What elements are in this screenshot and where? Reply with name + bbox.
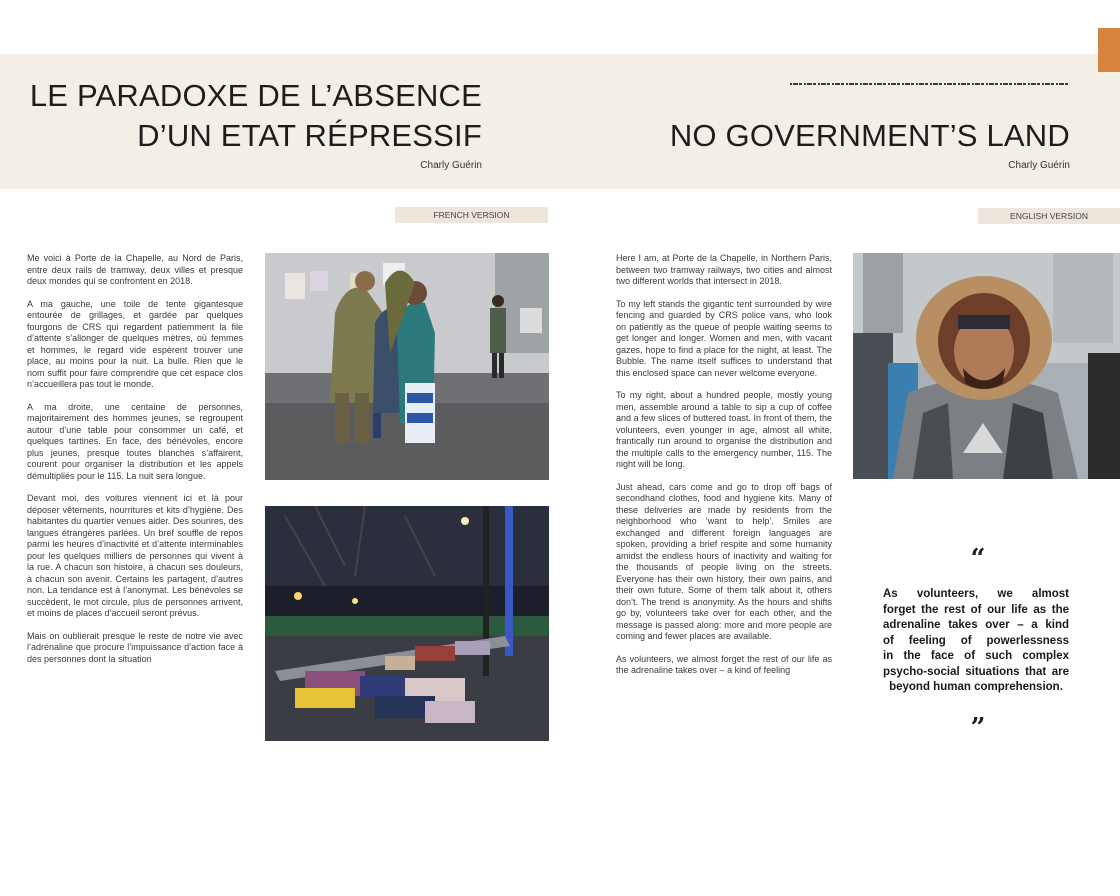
photo-street-people xyxy=(265,253,549,480)
english-paragraph: To my left stands the gigantic tent surrounded by wire fencing and guarded by CRS police vans, who look on patiently as the queue of people waiting seems to get longer and longer. Women and men, with vacant gazes, hope to find a place for the night, at least. The Bubble. The name itself suffices to understand that this enclosed space can never welcome everyone. xyxy=(616,298,832,378)
english-paragraph: Just ahead, cars come and go to drop off bags of secondhand clothes, food and hygiene kits. Many of these deliveries are made by residents from the neighborhood who ‘want to help’. Smiles are exchanged and different foreign languages are spoken, providing a brief respite and some humanity amidst the endless hours of inactivity and waiting for the thousands of people living on the streets. Everyone has their own history, their own pains, and their own future. Some of them talk about it, others don’t. The trend is anonymity. As the hours and shifts go by, volunteers take over for each other, and the message is passed along: more and more people are coming and fewer places are available. xyxy=(616,481,832,641)
photo-night-sleeping-bags xyxy=(265,506,549,741)
pull-quote-line: of feeling of powerlessness xyxy=(883,634,1069,647)
pull-quote-line: adrenaline takes over – a kind xyxy=(883,619,1069,631)
pull-quote-line: beyond human comprehension. xyxy=(889,681,1063,693)
french-paragraph: Me voici à Porte de la Chapelle, au Nord de Paris, entre deux rails de tramway, deux villes et presque deux mondes qui se confrontent en 2018. xyxy=(27,253,243,286)
pull-quote-line: in the face of such complex xyxy=(883,650,1069,662)
english-version-label: ENGLISH VERSION xyxy=(978,208,1120,224)
pull-quote xyxy=(883,587,1069,696)
french-paragraph: Devant moi, des voitures viennent ici et là pour déposer vêtements, nourritures et kits d’hygiène. Des habitantes du quartier venues aider. Des sourires, des langues étrangères parlées. Un bref souffle de repos parmi les heures d’inactivité et d’attente interminables pour les quelques milliers de personnes qui vivent à la rue. A chacun son histoire, à chacun ses douleurs, à chacun son avenir. Certains les partagent, d’autres non. La tendance est à l’anonymat. Les bénévoles se succèdent, le mot circule, plus de personnes arrivent, et moins de places d’accueil seront prévus. xyxy=(27,493,243,618)
french-paragraph: Mais on oublierait presque le reste de notre vie avec l’adrénaline que procure l’impuissance d’action face à des personnes dont la situation xyxy=(27,630,243,664)
french-title-block xyxy=(20,76,482,156)
pull-quote-line: psycho-social situations that are xyxy=(883,665,1069,678)
pull-quote-line: forget the rest of our life as the xyxy=(883,603,1069,616)
pull-quote-line: As volunteers, we almost xyxy=(883,588,1069,600)
photo-portrait-fur-hood xyxy=(853,253,1120,479)
french-author: Charly Guérin xyxy=(420,160,482,171)
quote-open-mark: “ xyxy=(970,544,986,574)
english-author: Charly Guérin xyxy=(1008,160,1070,171)
french-paragraph: A ma gauche, une toile de tente gigantesque entourée de grillages, et gardée par quelques fourgons de CRS qui regardent patiemment la file d’attente s’allonger de quelques mètres, où femmes et hommes, le regard vide espèrent trouver une place, au moins pour la nuit. La bulle. Rien que le nom suffit pour faire comprendre que cet espace clos n’accueillera pas tout le monde. xyxy=(27,298,243,389)
english-title-block xyxy=(600,116,1070,156)
english-body-text xyxy=(616,253,832,768)
french-version-label: FRENCH VERSION xyxy=(395,207,548,223)
english-paragraph: To my right, about a hundred people, mostly young men, assemble around a table to sip a cup of coffee and a few slices of buttered toast. In front of them, the volunteers, even younger in age, almost all white, frantically run around to organise the distribution and the multiple calls to the emergency number, 115. The night will be long. xyxy=(616,390,832,469)
english-paragraph: Here I am, at Porte de la Chapelle, in Northern Paris, between two tramway railways, two cities and almost two different worlds that intersect in 2018. xyxy=(616,253,832,286)
french-paragraph: A ma droite, une centaine de personnes, majoritairement des hommes jeunes, se regroupent autour d’une table pour consommer un café, et quelques tartines. En face, des bénévoles, encore plus jeunes, presque toutes blanches s’affairent, courent pour organiser la distribution et les appels démultipliés pour le 115. La nuit sera longue. xyxy=(27,401,243,481)
english-paragraph: As volunteers, we almost forget the rest of our life as the adrenaline takes over – a kind of feeling xyxy=(616,653,832,675)
accent-tab xyxy=(1098,28,1120,72)
quote-close-mark: ” xyxy=(970,713,986,743)
french-title-line-2: D’UN ETAT RÉPRESSIF xyxy=(137,118,482,153)
english-title: NO GOVERNMENT’S LAND xyxy=(669,118,1070,153)
brush-stroke-divider xyxy=(790,82,1068,86)
french-body-text xyxy=(27,253,243,768)
french-title-line-1: LE PARADOXE DE L’ABSENCE xyxy=(29,78,482,113)
